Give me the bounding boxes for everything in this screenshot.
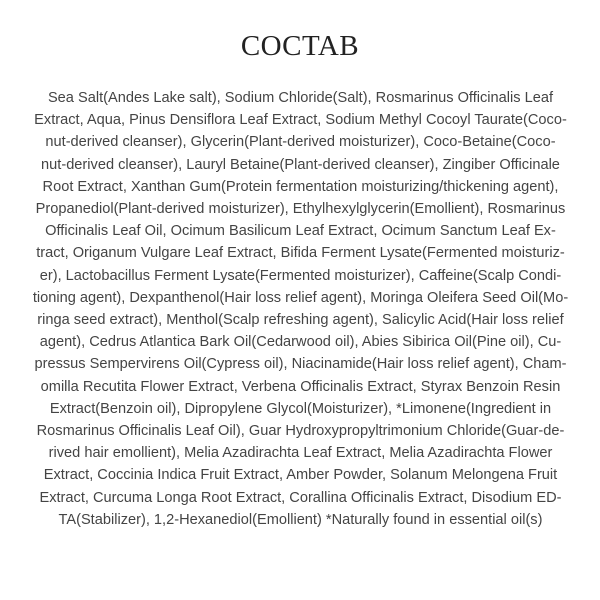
ingredients-line: Extract(Benzoin oil), Dipropylene Glycol(Moisturizer), *Limonene(Ingredient in bbox=[49, 400, 552, 417]
ingredients-line: Propanediol(Plant-derived moisturizer), Ethylhexylglycerin(Emollient), Rosmarinus bbox=[35, 201, 566, 218]
ingredients-line: ringa seed extract), Menthol(Scalp refreshing agent), Salicylic Acid(Hair loss relief bbox=[37, 312, 564, 329]
ingredients-line: Sea Salt(Andes Lake salt), Sodium Chloride(Salt), Rosmarinus Officinalis Leaf bbox=[47, 90, 554, 106]
ingredients-line: Officinalis Leaf Oil, Ocimum Basilicum Leaf Extract, Ocimum Sanctum Leaf Ex- bbox=[45, 223, 556, 240]
ingredients-line: nut-derived cleanser), Glycerin(Plant-derived moisturizer), Coco-Betaine(Coco- bbox=[45, 134, 556, 151]
ingredients-list bbox=[32, 87, 569, 531]
ingredients-line: Extract, Curcuma Longa Root Extract, Corallina Officinalis Extract, Disodium ED- bbox=[39, 489, 562, 506]
ingredients-line: pressus Sempervirens Oil(Cypress oil), Niacinamide(Hair loss relief agent), Cham- bbox=[34, 356, 567, 373]
ingredients-line: tract, Origanum Vulgare Leaf Extract, Bifida Ferment Lysate(Fermented moisturiz- bbox=[36, 245, 565, 262]
ingredients-line: nut-derived cleanser), Lauryl Betaine(Plant-derived cleanser), Zingiber Officinale bbox=[41, 156, 560, 173]
ingredients-line: er), Lactobacillus Ferment Lysate(Fermented moisturizer), Caffeine(Scalp Condi- bbox=[39, 267, 562, 284]
ingredients-line: Root Extract, Xanthan Gum(Protein fermentation moisturizing/thickening agent), bbox=[42, 178, 559, 195]
ingredients-line: omilla Recutita Flower Extract, Verbena Officinalis Extract, Styrax Benzoin Resin bbox=[40, 378, 561, 395]
brand-title: COCTAB bbox=[240, 30, 360, 62]
ingredients-line: agent), Cedrus Atlantica Bark Oil(Cedarwood oil), Abies Sibirica Oil(Pine oil), Cu- bbox=[39, 334, 562, 351]
ingredients-line: Extract, Aqua, Pinus Densiflora Leaf Extract, Sodium Methyl Cocoyl Taurate(Coco- bbox=[34, 112, 567, 129]
ingredients-line: rived hair emollient), Melia Azadirachta Leaf Extract, Melia Azadirachta Flower bbox=[48, 445, 553, 462]
ingredients-line: Extract, Coccinia Indica Fruit Extract, Amber Powder, Solanum Melongena Fruit bbox=[43, 467, 558, 484]
ingredients-line: tioning agent), Dexpanthenol(Hair loss relief agent), Moringa Oleifera Seed Oil(Mo- bbox=[32, 289, 569, 306]
ingredients-line: Rosmarinus Officinalis Leaf Oil), Guar Hydroxypropyltrimonium Chloride(Guar-de- bbox=[36, 423, 565, 440]
ingredients-line: TA(Stabilizer), 1,2-Hexanediol(Emollient) *Naturally found in essential oil(s) bbox=[58, 511, 543, 528]
